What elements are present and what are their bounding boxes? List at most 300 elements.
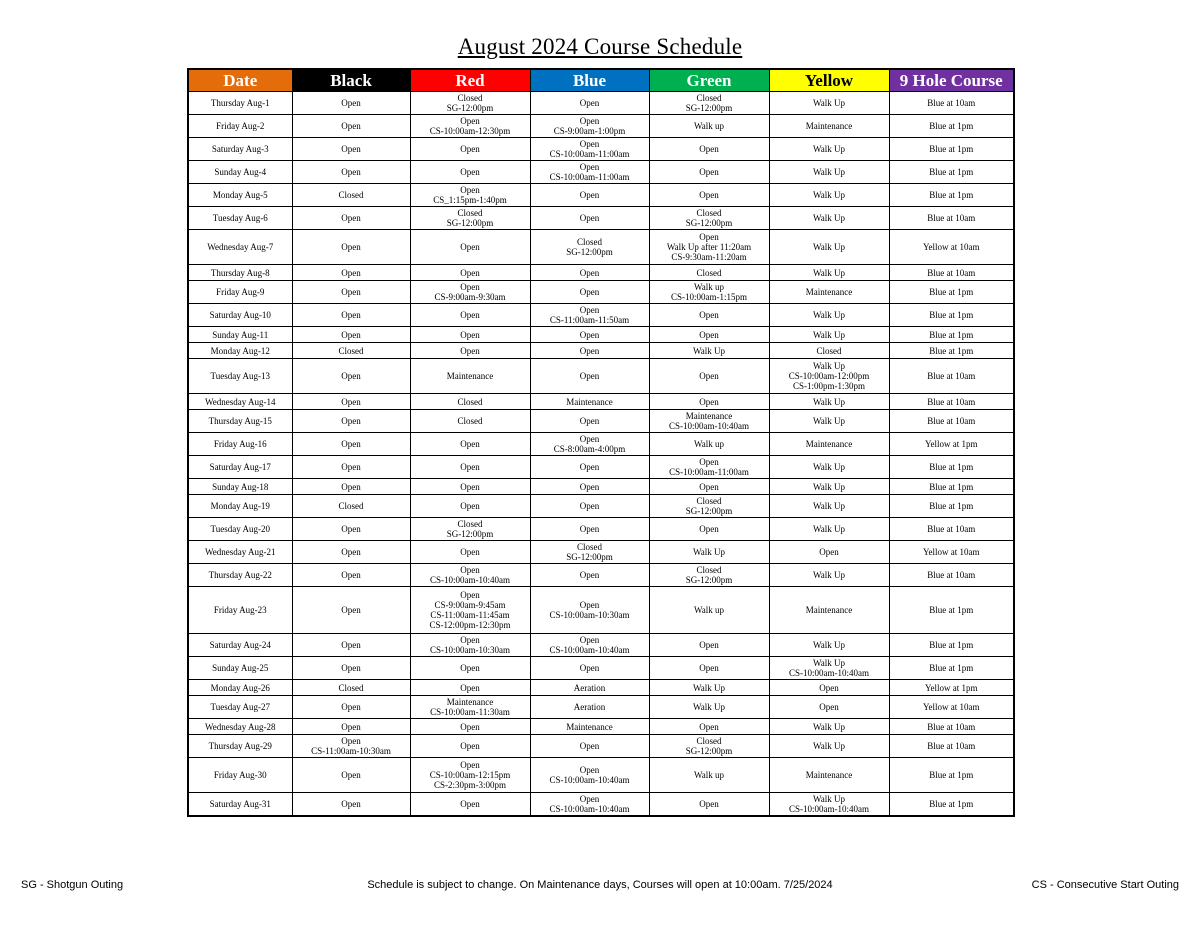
blue-cell: Open <box>530 410 649 433</box>
9-hole-cell: Blue at 10am <box>889 92 1014 115</box>
table-row <box>188 394 1014 410</box>
yellow-cell: Maintenance <box>769 281 889 304</box>
table-row <box>188 184 1014 207</box>
black-cell: Closed <box>292 495 410 518</box>
cell-line: Open <box>579 600 600 610</box>
date-cell: Thursday Aug-15 <box>188 410 292 433</box>
date-cell: Wednesday Aug-28 <box>188 719 292 735</box>
date-cell: Sunday Aug-18 <box>188 479 292 495</box>
table-row <box>188 541 1014 564</box>
cell-line: CS_1:15pm-1:40pm <box>433 195 507 205</box>
red-cell <box>410 281 530 304</box>
blue-cell <box>530 793 649 816</box>
date-cell: Monday Aug-19 <box>188 495 292 518</box>
blue-cell <box>530 304 649 327</box>
table-row <box>188 138 1014 161</box>
date-cell: Wednesday Aug-7 <box>188 230 292 265</box>
column-header-date: Date <box>188 69 292 92</box>
red-cell <box>410 564 530 587</box>
9-hole-cell: Blue at 10am <box>889 410 1014 433</box>
schedule-table <box>187 68 1015 817</box>
blue-cell: Open <box>530 327 649 343</box>
yellow-cell: Walk Up <box>769 735 889 758</box>
table-row <box>188 680 1014 696</box>
header-row <box>188 69 1014 92</box>
red-cell: Open <box>410 327 530 343</box>
blue-cell: Open <box>530 495 649 518</box>
red-cell: Open <box>410 479 530 495</box>
black-cell: Open <box>292 410 410 433</box>
column-header-yellow: Yellow <box>769 69 889 92</box>
yellow-cell: Walk Up <box>769 327 889 343</box>
cell-line: CS-10:00am-12:15pm <box>429 770 511 780</box>
cell-line: SG-12:00pm <box>446 103 494 113</box>
cell-line: Open <box>460 282 480 292</box>
column-header-blue: Blue <box>530 69 649 92</box>
date-cell: Thursday Aug-22 <box>188 564 292 587</box>
green-cell <box>649 410 769 433</box>
blue-cell: Open <box>530 518 649 541</box>
blue-cell: Open <box>530 281 649 304</box>
cell-line: Walk up <box>693 282 725 292</box>
black-cell: Open <box>292 479 410 495</box>
black-cell: Open <box>292 327 410 343</box>
column-header-9-hole: 9 Hole Course <box>889 69 1014 92</box>
yellow-cell: Walk Up <box>769 410 889 433</box>
red-cell: Open <box>410 719 530 735</box>
9-hole-cell: Blue at 1pm <box>889 456 1014 479</box>
table-row <box>188 456 1014 479</box>
cell-line: Open <box>579 765 600 775</box>
red-cell: Open <box>410 793 530 816</box>
cell-line: Open <box>579 793 600 804</box>
black-cell: Open <box>292 634 410 657</box>
cell-line: CS-10:00am-10:30am <box>430 645 510 655</box>
black-cell: Open <box>292 265 410 281</box>
blue-cell: Maintenance <box>530 719 649 735</box>
green-cell: Open <box>649 359 769 394</box>
black-cell: Open <box>292 657 410 680</box>
blue-cell: Maintenance <box>530 394 649 410</box>
column-header-green: Green <box>649 69 769 92</box>
yellow-cell: Open <box>769 541 889 564</box>
blue-cell: Open <box>530 479 649 495</box>
cell-line: Closed <box>457 208 483 218</box>
green-cell <box>649 564 769 587</box>
table-row <box>188 327 1014 343</box>
red-cell: Open <box>410 680 530 696</box>
green-cell: Open <box>649 327 769 343</box>
date-cell: Thursday Aug-8 <box>188 265 292 281</box>
red-cell <box>410 207 530 230</box>
date-cell: Friday Aug-30 <box>188 758 292 793</box>
cell-line: CS-10:00am-10:40am <box>789 803 869 814</box>
red-cell: Open <box>410 657 530 680</box>
cell-line: CS-9:00am-9:30am <box>434 292 506 302</box>
column-header-black: Black <box>292 69 410 92</box>
yellow-cell: Walk Up <box>769 518 889 541</box>
yellow-cell: Walk Up <box>769 265 889 281</box>
table-row <box>188 657 1014 680</box>
black-cell: Open <box>292 696 410 719</box>
blue-cell: Open <box>530 456 649 479</box>
cell-line: CS-8:00am-4:00pm <box>553 444 626 454</box>
cell-line: Walk Up <box>812 361 846 371</box>
cell-line: Walk Up <box>812 658 846 668</box>
cell-line: SG-12:00pm <box>685 506 733 516</box>
yellow-cell: Maintenance <box>769 758 889 793</box>
date-cell: Monday Aug-5 <box>188 184 292 207</box>
cell-line: SG-12:00pm <box>685 746 733 756</box>
blue-cell <box>530 758 649 793</box>
9-hole-cell: Blue at 1pm <box>889 657 1014 680</box>
cell-line: SG-12:00pm <box>685 103 733 113</box>
cell-line: Open <box>579 305 600 315</box>
footer-note: Schedule is subject to change. On Maintenance days, Courses will open at 10:00am. 7/25/2024 <box>367 879 833 891</box>
9-hole-cell: Blue at 1pm <box>889 587 1014 634</box>
black-cell: Open <box>292 587 410 634</box>
cell-line: CS-10:00am-10:40am <box>549 803 630 814</box>
9-hole-cell: Blue at 10am <box>889 719 1014 735</box>
cell-line: CS-10:00am-11:00am <box>549 149 630 159</box>
black-cell: Open <box>292 281 410 304</box>
9-hole-cell: Blue at 1pm <box>889 634 1014 657</box>
9-hole-cell: Blue at 1pm <box>889 304 1014 327</box>
red-cell: Open <box>410 230 530 265</box>
date-cell: Sunday Aug-11 <box>188 327 292 343</box>
yellow-cell: Walk Up <box>769 456 889 479</box>
cell-line: Closed <box>457 93 483 103</box>
yellow-cell: Walk Up <box>769 495 889 518</box>
red-cell: Open <box>410 495 530 518</box>
table-row <box>188 92 1014 115</box>
date-cell: Saturday Aug-31 <box>188 793 292 816</box>
table-row <box>188 518 1014 541</box>
9-hole-cell: Blue at 1pm <box>889 138 1014 161</box>
black-cell: Open <box>292 207 410 230</box>
table-row <box>188 161 1014 184</box>
cell-line: Closed <box>696 208 722 218</box>
green-cell: Open <box>649 161 769 184</box>
yellow-cell: Walk Up <box>769 230 889 265</box>
date-cell: Tuesday Aug-27 <box>188 696 292 719</box>
black-cell: Open <box>292 456 410 479</box>
yellow-cell: Walk Up <box>769 634 889 657</box>
green-cell: Open <box>649 634 769 657</box>
yellow-cell: Walk Up <box>769 394 889 410</box>
red-cell: Open <box>410 735 530 758</box>
yellow-cell: Walk Up <box>769 138 889 161</box>
green-cell: Open <box>649 719 769 735</box>
yellow-cell: Walk Up <box>769 184 889 207</box>
red-cell <box>410 696 530 719</box>
table-row <box>188 115 1014 138</box>
yellow-cell: Walk Up <box>769 161 889 184</box>
blue-cell: Aeration <box>530 696 649 719</box>
table-row <box>188 281 1014 304</box>
red-cell <box>410 518 530 541</box>
yellow-cell: Maintenance <box>769 587 889 634</box>
table-row <box>188 758 1014 793</box>
black-cell: Open <box>292 230 410 265</box>
red-cell: Open <box>410 304 530 327</box>
cell-line: SG-12:00pm <box>685 218 733 228</box>
table-row <box>188 230 1014 265</box>
blue-cell: Open <box>530 657 649 680</box>
9-hole-cell: Blue at 1pm <box>889 758 1014 793</box>
date-cell: Monday Aug-12 <box>188 343 292 359</box>
table-row <box>188 359 1014 394</box>
cell-line: Closed <box>696 565 722 575</box>
table-row <box>188 564 1014 587</box>
date-cell: Friday Aug-9 <box>188 281 292 304</box>
date-cell: Tuesday Aug-6 <box>188 207 292 230</box>
date-cell: Tuesday Aug-13 <box>188 359 292 394</box>
black-cell: Open <box>292 518 410 541</box>
blue-cell: Open <box>530 265 649 281</box>
blue-cell <box>530 541 649 564</box>
black-cell: Open <box>292 161 410 184</box>
cell-line: Closed <box>576 542 602 552</box>
cell-line: CS-10:00am-12:00pm <box>788 371 870 381</box>
red-cell: Maintenance <box>410 359 530 394</box>
black-cell: Open <box>292 115 410 138</box>
table-row <box>188 495 1014 518</box>
black-cell: Open <box>292 433 410 456</box>
table-row <box>188 479 1014 495</box>
cell-line: Open <box>460 565 480 575</box>
table-row <box>188 410 1014 433</box>
cell-line: Open <box>579 434 600 444</box>
cell-line: CS-1:00pm-1:30pm <box>792 381 865 391</box>
cell-line: CS-11:00am-10:30am <box>311 746 391 756</box>
blue-cell: Open <box>530 359 649 394</box>
black-cell: Open <box>292 758 410 793</box>
9-hole-cell: Blue at 1pm <box>889 343 1014 359</box>
red-cell: Open <box>410 456 530 479</box>
9-hole-cell: Blue at 10am <box>889 207 1014 230</box>
table-row <box>188 587 1014 634</box>
red-cell: Closed <box>410 410 530 433</box>
9-hole-cell: Blue at 10am <box>889 564 1014 587</box>
blue-cell: Open <box>530 343 649 359</box>
cell-line: Open <box>699 232 719 242</box>
blue-cell: Open <box>530 184 649 207</box>
9-hole-cell: Yellow at 10am <box>889 230 1014 265</box>
cell-line: CS-10:00am-10:40am <box>430 575 510 585</box>
black-cell: Open <box>292 793 410 816</box>
cell-line: CS-10:00am-10:40am <box>789 668 869 678</box>
red-cell <box>410 758 530 793</box>
cell-line: CS-10:00am-1:15pm <box>671 292 747 302</box>
cell-line: CS-11:00am-11:45am <box>430 610 510 620</box>
black-cell <box>292 735 410 758</box>
green-cell: Walk Up <box>649 696 769 719</box>
black-cell: Open <box>292 92 410 115</box>
table-row <box>188 696 1014 719</box>
cell-line: Open <box>460 185 480 195</box>
yellow-cell <box>769 793 889 816</box>
date-cell: Sunday Aug-25 <box>188 657 292 680</box>
cell-line: Open <box>699 457 719 467</box>
green-cell: Walk up <box>649 587 769 634</box>
cell-line: Maintenance <box>446 697 494 707</box>
green-cell: Closed <box>649 265 769 281</box>
cell-line: Closed <box>696 93 722 103</box>
green-cell <box>649 230 769 265</box>
page-title: August 2024 Course Schedule <box>457 34 743 59</box>
9-hole-cell: Blue at 1pm <box>889 479 1014 495</box>
blue-cell <box>530 433 649 456</box>
cell-line: CS-10:00am-10:40am <box>549 645 630 655</box>
table-row <box>188 207 1014 230</box>
red-cell: Open <box>410 138 530 161</box>
green-cell: Open <box>649 138 769 161</box>
yellow-cell: Walk Up <box>769 719 889 735</box>
footer-legend-cs: CS - Consecutive Start Outing <box>1031 879 1179 891</box>
date-cell: Friday Aug-16 <box>188 433 292 456</box>
green-cell <box>649 735 769 758</box>
red-cell <box>410 184 530 207</box>
cell-line: Walk Up <box>812 793 846 804</box>
cell-line: Open <box>579 116 600 126</box>
9-hole-cell: Yellow at 10am <box>889 541 1014 564</box>
green-cell: Open <box>649 394 769 410</box>
black-cell: Open <box>292 394 410 410</box>
date-cell: Monday Aug-26 <box>188 680 292 696</box>
cell-line: SG-12:00pm <box>566 247 613 257</box>
cell-line: Closed <box>696 496 722 506</box>
9-hole-cell: Blue at 10am <box>889 394 1014 410</box>
green-cell <box>649 495 769 518</box>
cell-line: CS-10:00am-10:40am <box>549 775 630 785</box>
green-cell: Walk Up <box>649 343 769 359</box>
green-cell: Open <box>649 479 769 495</box>
cell-line: Maintenance <box>685 411 733 421</box>
date-cell: Saturday Aug-10 <box>188 304 292 327</box>
green-cell: Open <box>649 793 769 816</box>
table-row <box>188 343 1014 359</box>
column-header-red: Red <box>410 69 530 92</box>
cell-line: Open <box>579 635 600 645</box>
date-cell: Wednesday Aug-21 <box>188 541 292 564</box>
cell-line: Open <box>579 162 600 172</box>
cell-line: Open <box>341 736 361 746</box>
date-cell: Sunday Aug-4 <box>188 161 292 184</box>
red-cell: Open <box>410 343 530 359</box>
blue-cell <box>530 230 649 265</box>
yellow-cell: Walk Up <box>769 207 889 230</box>
blue-cell: Open <box>530 207 649 230</box>
9-hole-cell: Blue at 1pm <box>889 184 1014 207</box>
9-hole-cell: Yellow at 10am <box>889 696 1014 719</box>
green-cell <box>649 281 769 304</box>
cell-line: CS-9:30am-11:20am <box>671 252 747 262</box>
9-hole-cell: Blue at 1pm <box>889 161 1014 184</box>
cell-line: Open <box>460 590 480 600</box>
black-cell: Open <box>292 138 410 161</box>
yellow-cell: Maintenance <box>769 115 889 138</box>
blue-cell <box>530 587 649 634</box>
green-cell: Walk up <box>649 115 769 138</box>
yellow-cell: Walk Up <box>769 564 889 587</box>
cell-line: CS-10:00am-10:30am <box>549 610 630 620</box>
black-cell: Open <box>292 359 410 394</box>
black-cell: Closed <box>292 680 410 696</box>
red-cell: Open <box>410 541 530 564</box>
9-hole-cell: Blue at 10am <box>889 265 1014 281</box>
red-cell <box>410 587 530 634</box>
cell-line: CS-10:00am-12:30pm <box>429 126 511 136</box>
cell-line: Open <box>460 116 480 126</box>
date-cell: Thursday Aug-1 <box>188 92 292 115</box>
cell-line: CS-10:00am-10:40am <box>669 421 749 431</box>
cell-line: Open <box>460 760 480 770</box>
9-hole-cell: Blue at 1pm <box>889 281 1014 304</box>
date-cell: Friday Aug-23 <box>188 587 292 634</box>
date-cell: Friday Aug-2 <box>188 115 292 138</box>
black-cell: Closed <box>292 184 410 207</box>
blue-cell <box>530 138 649 161</box>
cell-line: Open <box>460 635 480 645</box>
date-cell: Wednesday Aug-14 <box>188 394 292 410</box>
blue-cell <box>530 161 649 184</box>
date-cell: Tuesday Aug-20 <box>188 518 292 541</box>
9-hole-cell: Yellow at 1pm <box>889 680 1014 696</box>
footer-legend-sg: SG - Shotgun Outing <box>21 879 124 891</box>
cell-line: CS-11:00am-11:50am <box>549 315 630 325</box>
green-cell: Open <box>649 518 769 541</box>
cell-line: Walk Up after 11:20am <box>666 242 752 252</box>
green-cell <box>649 92 769 115</box>
cell-line: SG-12:00pm <box>446 218 494 228</box>
green-cell <box>649 207 769 230</box>
yellow-cell <box>769 657 889 680</box>
green-cell <box>649 456 769 479</box>
red-cell: Open <box>410 161 530 184</box>
9-hole-cell: Yellow at 1pm <box>889 433 1014 456</box>
cell-line: CS-9:00am-9:45am <box>434 600 506 610</box>
red-cell <box>410 634 530 657</box>
yellow-cell: Open <box>769 680 889 696</box>
cell-line: CS-12:00pm-12:30pm <box>429 620 511 630</box>
blue-cell: Open <box>530 564 649 587</box>
table-row <box>188 265 1014 281</box>
cell-line: SG-12:00pm <box>685 575 733 585</box>
9-hole-cell: Blue at 1pm <box>889 327 1014 343</box>
cell-line: Closed <box>696 736 722 746</box>
date-cell: Saturday Aug-24 <box>188 634 292 657</box>
green-cell: Walk up <box>649 758 769 793</box>
green-cell: Open <box>649 304 769 327</box>
red-cell: Closed <box>410 394 530 410</box>
cell-line: CS-10:00am-11:30am <box>430 707 510 717</box>
red-cell <box>410 115 530 138</box>
blue-cell <box>530 115 649 138</box>
yellow-cell: Walk Up <box>769 92 889 115</box>
green-cell: Walk up <box>649 433 769 456</box>
9-hole-cell: Blue at 10am <box>889 518 1014 541</box>
black-cell: Closed <box>292 343 410 359</box>
blue-cell: Open <box>530 735 649 758</box>
table-row <box>188 719 1014 735</box>
yellow-cell: Walk Up <box>769 304 889 327</box>
yellow-cell: Maintenance <box>769 433 889 456</box>
red-cell: Open <box>410 433 530 456</box>
yellow-cell <box>769 359 889 394</box>
black-cell: Open <box>292 304 410 327</box>
date-cell: Thursday Aug-29 <box>188 735 292 758</box>
